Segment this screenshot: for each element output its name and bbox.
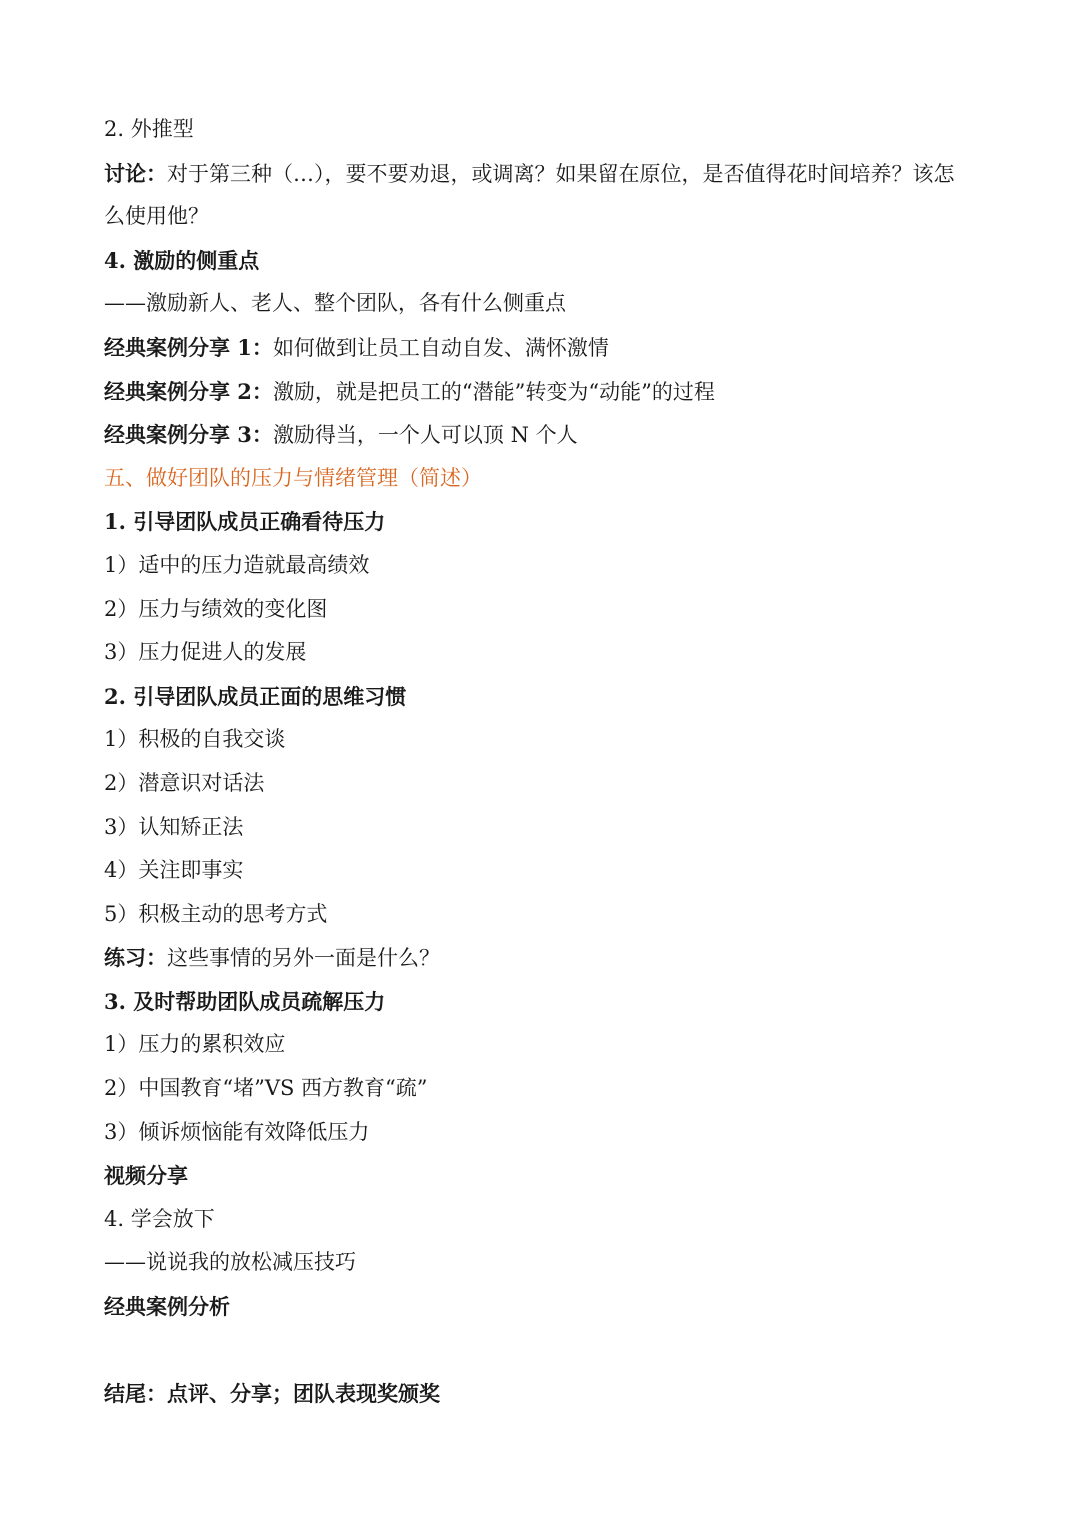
case-share-1-text: 如何做到让员工自动自发、满怀激情	[272, 335, 609, 360]
closing-line: 结尾：点评、分享；团队表现奖颁奖	[104, 1381, 440, 1407]
list-item: 3）压力促进人的发展	[104, 640, 307, 665]
item-outward-type: 2. 外推型	[104, 117, 194, 141]
list-item: 1）压力的累积效应	[104, 1032, 286, 1057]
discussion-label: 讨论：	[104, 160, 167, 186]
case-share-3-text: 激励得当，一个人可以顶 N 个人	[272, 423, 578, 448]
heading-motivation-focus: 4. 激励的侧重点	[104, 247, 260, 273]
heading-view-pressure: 1. 引导团队成员正确看待压力	[104, 509, 386, 535]
case-share-2	[104, 370, 984, 414]
list-item: 4）关注即事实	[104, 858, 244, 883]
document-page	[104, 108, 984, 1416]
case-share-2-text: 激励，就是把员工的“潜能”转变为“动能”的过程	[272, 379, 715, 404]
list-item: 2）中国教育“堵”VS 西方教育“疏”	[104, 1076, 428, 1101]
section-heading-stress-management: 五、做好团队的压力与情绪管理（简述）	[104, 465, 482, 490]
let-go-text: ——说说我的放松减压技巧	[104, 1250, 356, 1275]
case-share-3-label: 经典案例分享 3：	[104, 422, 273, 448]
list-item: 2）压力与绩效的变化图	[104, 596, 328, 621]
case-share-1	[104, 326, 984, 370]
video-share: 视频分享	[104, 1163, 188, 1189]
blank-line	[104, 1329, 984, 1373]
heading-positive-thinking: 2. 引导团队成员正面的思维习惯	[104, 683, 407, 709]
exercise-text: 这些事情的另外一面是什么？	[167, 946, 440, 971]
list-item: 2）潜意识对话法	[104, 770, 265, 795]
discussion-continuation: 么使用他？	[104, 204, 209, 229]
exercise-line	[104, 936, 984, 980]
list-item: 1）积极的自我交谈	[104, 727, 286, 752]
list-item: 3）认知矫正法	[104, 814, 244, 839]
classic-case-analysis: 经典案例分析	[104, 1294, 230, 1320]
discussion-line	[104, 152, 984, 196]
case-share-2-label: 经典案例分享 2：	[104, 378, 273, 404]
list-item: 1）适中的压力造就最高绩效	[104, 552, 370, 577]
list-item: 3）倾诉烦恼能有效降低压力	[104, 1119, 370, 1144]
discussion-text: 对于第三种（…），要不要劝退，或调离？如果留在原位，是否值得花时间培养？该怎	[167, 161, 955, 186]
heading-relieve-pressure: 3. 及时帮助团队成员疏解压力	[104, 988, 386, 1014]
case-share-3	[104, 413, 984, 457]
case-share-1-label: 经典案例分享 1：	[104, 334, 273, 360]
heading-let-go: 4. 学会放下	[104, 1206, 215, 1231]
list-item: 5）积极主动的思考方式	[104, 901, 328, 926]
motivation-focus-text: ——激励新人、老人、整个团队，各有什么侧重点	[104, 291, 566, 316]
exercise-label: 练习：	[104, 945, 167, 971]
